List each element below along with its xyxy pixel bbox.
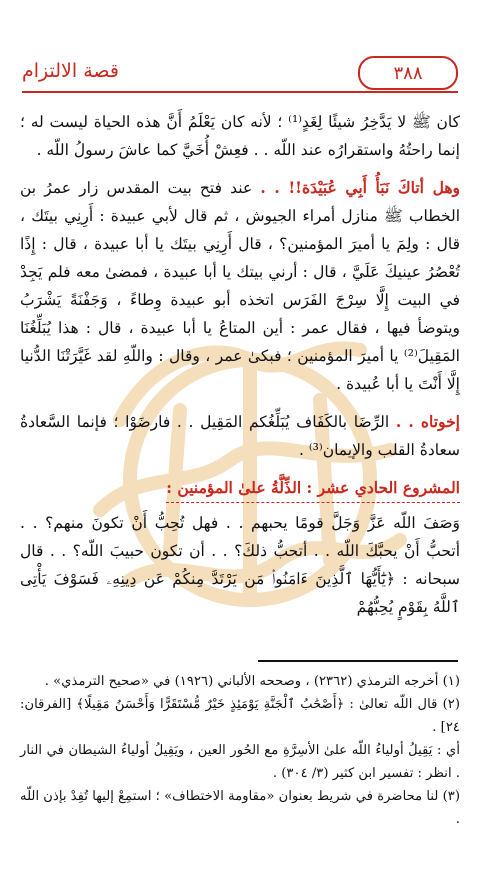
footnote-1: (١) أخرجه الترمذي (٢٣٦٢) ، وصححه الألباني (١٩٢٦) في «صحيح الترمذي» .	[44, 674, 460, 689]
page-header	[0, 0, 480, 110]
header-rule	[22, 91, 458, 93]
footnote-3: (٣) لنا محاضرة في شريط بعنوان «مقاومة الاختطاف» ؛ استمِعْ إليها تُفِدْ بإذن اللّه .	[20, 789, 460, 827]
paragraph-1: كان ﷺ لا يَدَّخِرُ شيئًا لِغَدٍ⁽¹⁾ ؛ لأنه كان يَعْلَمُ أَنَّ هذه الحياة ليست له ؛ إنما راحتُهُ واستقرارُه عند اللّه . . فعِشْ أُخَيَّ كما عاشَ رسولُ اللّه .	[20, 113, 460, 159]
footnotes	[20, 670, 460, 831]
book-title: قصة الالتزام	[22, 60, 119, 82]
paragraph-2-text: عند فتح بيت المقدس زار عمرُ بن الخطاب ﷺ منازل أمراء الجيوش ، ثم قال لأبي عبيدة : أَرِنِي بيتَك ، قال : ولِمَ يا أميرَ المؤمنين؟ ، قال أَرِنِي بيتَك يا أبا عبيدة ، قال : إِذًا تُعْصُرُ عينيكَ عَلَيَّ ، قال : أرني بيتك يا أبا عبيدة ، فمضىٰ معه فلم يَجِدْ في البيت إِلَّا سِرْجَ الفَرَس اتخذه أبو عبيدة وِطاءً ، وَجَفْنَةً يَشْرَبُ ويتوضأ فيها ، فقال عمر : أين المتاعُ يا أبا عبيدة ، قال : هذا يُبَلِّغُنَا المَقِيلَ⁽²⁾ يا أميرَ المؤمنين ؛ فبكىٰ عمر ، وقال : واللّهِ لقد غَيَّرَتْنَا الدُّنيا إِلَّا أَنْتَ يا أبا عُبيدة .	[20, 179, 460, 393]
paragraph-2	[20, 174, 460, 398]
paragraph-3	[20, 408, 460, 464]
paragraph-2-heading: وهل أتاكَ نَبَأُ أَبِي عُبَيْدَة!! . .	[260, 178, 460, 197]
paragraph-4: وَصَفَ اللّه عَزَّ وَجَلَّ قومًا يحبهم . . فهل تُحِبُّ أَنْ تكونَ منهم؟ . . أتحبُّ أَنْ يحبَّكَ اللّه . . أتحبُّ ذلكَ؟ . . أن تكون حبيبَ اللّه؟ . . قال سبحانه : ﴿يَٰٓأَيُّهَا ٱلَّذِينَ ءَامَنُوا۟ مَن يَرْتَدَّ مِنكُمْ عَن دِينِهِۦ فَسَوْفَ يَأْتِى ٱللَّهُ بِقَوْمٍ يُحِبُّهُمْ	[20, 514, 460, 616]
footnote-2-continued: أي : يَقِيلُ أولياءُ اللّه علىٰ الأسِرَّةِ مع الحُور العين ، ويَقِيلُ أولياءُ الشيطان في النار . انظر : تفسير ابن كثير (٣/ ٣٠٤) .	[20, 743, 460, 781]
main-text	[20, 108, 460, 621]
footnote-divider	[258, 660, 458, 662]
paragraph-3-text: الرِّضَا بالكَفَاف يُبَلِّغُكم المَقِيل . . فارضَوْا ؛ فإنما السَّعادةُ سعادةُ القلب والإيمان⁽³⁾ .	[20, 413, 460, 459]
footnote-2: (٢) قال اللّه تعالىٰ : ﴿أَصْحَٰبُ ٱلْجَنَّةِ يَوْمَئِذٍ خَيْرٌ مُّسْتَقَرًّا وَأَحْسَنُ مَقِيلًا﴾ [الفرقان: ٢٤] .	[20, 697, 460, 735]
section-title: المشروع الحادي عشر : الذِّلَّةُ علىٰ المؤمنين :	[166, 474, 460, 503]
page-number: ٣٨٨	[358, 56, 458, 90]
paragraph-3-heading: إخوتاه . .	[395, 412, 460, 431]
